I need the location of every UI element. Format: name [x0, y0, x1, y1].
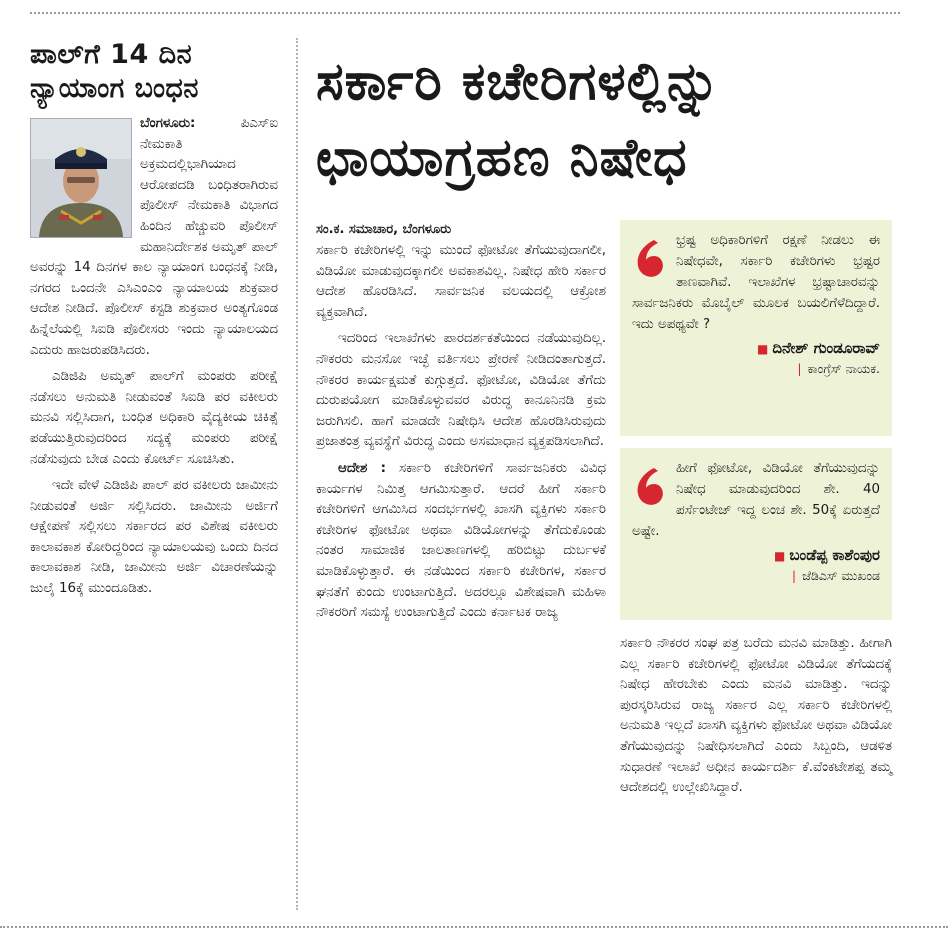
officer-portrait-icon: [31, 119, 131, 237]
main-headline-line2: ಛಾಯಾಗ್ರಹಣ ನಿಷೇಧ: [316, 128, 688, 188]
main-para-3: [316, 459, 606, 624]
main-para-2: ಇದರಿಂದ ಇಲಾಖೆಗಳು ಪಾರದರ್ಶಕತೆಯಿಂದ ನಡೆಯುವುದಿಲ್ಲ. ನೌಕರರು ಮನಸೋ ಇಚ್ಛೆ ವರ್ತಿಸಲು ಪ್ರೇರಣೆ ನೀಡಿದಂತಾಗುತ್ತದೆ. ನೌಕರರ ಕಾರ್ಯಕ್ಷಮತೆ ಕುಗ್ಗುತ್ತದೆ. ಫೋಟೋ, ವಿಡಿಯೋ ತೆಗೆದು ದುರುಪಯೋಗ ಮಾಡಿಕೊಳ್ಳುವವರ ವಿರುದ್ಧ ಕಾನೂನಿನಡಿ ಕ್ರಮ ಜರುಗಿಸಲಿ. ಹಾಗೆ ಮಾಡದೇ ನಿಷೇಧಿಸಿ ಆದೇಶ ಹೊರಡಿಸಿರುವುದು ಪ್ರಜಾತಂತ್ರ ವ್ಯವಸ್ಥೆಗೆ ವಿರುದ್ಧ ಎಂದು ಅಸಮಾಧಾನ ವ್ಯಕ್ತಪಡಿಸಲಾಗಿದೆ.: [316, 331, 606, 450]
quote-mark-icon: [632, 464, 670, 508]
quote-2-speaker-name: ಬಂಡೆಪ್ಪ ಕಾಶೆಂಪುರ: [789, 546, 880, 564]
side-article-headline: [30, 38, 278, 106]
main-headline: [316, 44, 916, 196]
officer-portrait: [30, 118, 132, 238]
order-label: ಆದೇಶ :: [338, 460, 386, 476]
top-dotted-rule: [30, 12, 900, 14]
side-article-para-1: [30, 114, 278, 361]
quote-box-1: [620, 220, 892, 436]
column-divider: [296, 38, 298, 910]
quote-box-2: [620, 448, 892, 620]
side-headline-line1: ಪಾಲ್‌ಗೆ 14 ದಿನ: [30, 39, 193, 70]
continuation-para: ಸರ್ಕಾರಿ ನೌಕರರ ಸಂಘ ಪತ್ರ ಬರೆದು ಮನವಿ ಮಾಡಿತ್ತು. ಹೀಗಾಗಿ ಎಲ್ಲ ಸರ್ಕಾರಿ ಕಚೇರಿಗಳಲ್ಲಿ ಫೋಟೋ ವಿಡಿಯೋ ತೆಗೆಯದಕ್ಕೆ ನಿಷೇಧ ಹೇರಬೇಕು ಎಂದು ಮನವಿ ಮಾಡಿತ್ತು. ಇದನ್ನು ಪುರಸ್ಕರಿಸಿರುವ ರಾಜ್ಯ ಸರ್ಕಾರ ಎಲ್ಲ ಸರ್ಕಾರಿ ಕಚೇರಿಗಳಲ್ಲಿ ಅನುಮತಿ ಇಲ್ಲದೆ ಖಾಸಗಿ ವ್ಯಕ್ತಿಗಳು ಫೋಟೋ ಅಥವಾ ವಿಡಿಯೋ ತೆಗೆಯುವುದನ್ನು ನಿಷೇಧಿಸಲಾಗಿದೆ ಎಂದು ಸಿಬ್ಬಂದಿ, ಆಡಳಿತ ಸುಧಾರಣೆ ಇಲಾಖೆ ಅಧೀನ ಕಾರ್ಯದರ್ಶಿ ಕೆ.ವೆಂಕಟೇಶಪ್ಪ ತಮ್ಮ ಆದೇಶದಲ್ಲಿ ಉಲ್ಲೇಖಿಸಿದ್ದಾರೆ.: [620, 636, 892, 796]
quote-2-role: [632, 568, 880, 584]
quote-1-attribution: [632, 339, 880, 377]
side-article-para-3: ಇದೇ ವೇಳೆ ಎಡಿಜಿಪಿ ಪಾಲ್ ಪರ ವಕೀಲರು ಜಾಮೀನು ನೀಡುವಂತೆ ಅರ್ಜಿ ಸಲ್ಲಿಸಿದರು. ಜಾಮೀನು ಅರ್ಜಿಗೆ ಆಕ್ಷೇಪಣೆ ಸಲ್ಲಿಸಲು ಸರ್ಕಾರದ ಪರ ವಿಶೇಷ ವಕೀಲರು ಕಾಲಾವಕಾಶ ಕೋರಿದ್ದರಿಂದ ನ್ಯಾಯಾಲಯವು ಒಂದು ದಿನದ ಕಾಲಾವಕಾಶ ನೀಡಿ, ಜಾಮೀನು ಅರ್ಜಿ ವಿಚಾರಣೆಯನ್ನು ಜುಲೈ 16ಕ್ಕೆ ಮುಂದೂಡಿತು.: [30, 478, 278, 597]
main-para-1: ಸರ್ಕಾರಿ ಕಚೇರಿಗಳಲ್ಲಿ ಇನ್ನು ಮುಂದೆ ಫೋಟೋ ತೆಗೆಯುವುದಾಗಲೀ, ವಿಡಿಯೋ ಮಾಡುವುದಕ್ಕಾಗಲೀ ಅವಕಾಶವಿಲ್ಲ. ನಿಷೇಧ ಹೇರಿ ಸರ್ಕಾರ ಆದೇಶ ಹೊರಡಿಸಿದೆ. ಸಾರ್ವಜನಿಕ ವಲಯದಲ್ಲಿ ಆಕ್ರೋಶ ವ್ಯಕ್ತವಾಗಿದೆ.: [316, 243, 606, 320]
main-headline-line1: ಸರ್ಕಾರಿ ಕಚೇರಿಗಳಲ್ಲಿನ್ನು: [316, 52, 721, 112]
quote-mark-icon: [632, 236, 670, 280]
side-para-1-text: ಪಿಎಸ್‌ಐ ನೇಮಕಾತಿ ಅಕ್ರಮದಲ್ಲಿಭಾಗಿಯಾದ ಆರೋಪದಡಿ ಬಂಧಿತರಾಗಿರುವ ಪೊಲೀಸ್ ನೇಮಕಾತಿ ವಿಭಾಗದ ಹಿಂದಿನ ಹೆಚ್ಚುವರಿ ಪೊಲೀಸ್ ಮಹಾನಿರ್ದೇಶಕ ಅಮೃತ್ ಪಾಲ್ ಅವರನ್ನು 14 ದಿನಗಳ ಕಾಲ ನ್ಯಾಯಾಂಗ ಬಂಧನಕ್ಕೆ ನೀಡಿ, ನಗರದ ಒಂದನೇ ಎಸಿಎಂಎಂ ನ್ಯಾಯಾಲಯ ಶುಕ್ರವಾರ ಆದೇಶ ನೀಡಿದೆ. ಪೊಲೀಸ್ ಕಸ್ಟಡಿ ಶುಕ್ರವಾರ ಅಂತ್ಯಗೊಂಡ ಹಿನ್ನೆಲೆಯಲ್ಲಿ ಸಿಐಡಿ ಪೊಲೀಸರು ಇಂದು ನ್ಯಾಯಾಲಯದ ಎದುರು ಹಾಜರುಪಡಿಸಿದರು.: [30, 116, 278, 358]
bullet-icon: ■: [757, 342, 769, 356]
quote-2-text: ಹೀಗೆ ಫೋಟೋ, ವಿಡಿಯೋ ತೆಗೆಯುವುದನ್ನು ನಿಷೇಧ ಮಾಡುವುದರಿಂದ ಶೇ. 40 ಪರ್ಸೆಂಟೇಜ್ ಇದ್ದ ಲಂಚ ಶೇ. 50ಕ್ಕೆ ಏರುತ್ತದೆ ಅಷ್ಟೇ.: [632, 461, 880, 539]
quote-1-role-text: ಕಾಂಗ್ರೆಸ್ ನಾಯಕ.: [807, 361, 880, 376]
dateline: ಬೆಂಗಳೂರು:: [140, 116, 196, 131]
quote-1-role: [632, 361, 880, 377]
side-headline-line2: ನ್ಯಾಯಾಂಗ ಬಂಧನ: [30, 73, 199, 104]
byline: ಸಂ.ಕ. ಸಮಾಚಾರ, ಬೆಂಗಳೂರು: [316, 222, 452, 237]
main-para-3-text: ಸರ್ಕಾರಿ ಕಚೇರಿಗಳಿಗೆ ಸಾರ್ವಜನಿಕರು ವಿವಿಧ ಕಾರ್ಯಗಳ ನಿಮಿತ್ತ ಆಗಮಿಸುತ್ತಾರೆ. ಆದರೆ ಹೀಗೆ ಸರ್ಕಾರಿ ಕಚೇರಿಗಳಿಗೆ ಆಗಮಿಸಿದ ಸಂದರ್ಭಗಳಲ್ಲಿ ಖಾಸಗಿ ವ್ಯಕ್ತಿಗಳು ಸರ್ಕಾರಿ ಕಚೇರಿಗಳ ಫೋಟೋ ಅಥವಾ ವಿಡಿಯೋಗಳನ್ನು ತೆಗೆದುಕೊಂಡು ನಂತರ ಸಾಮಾಜಿಕ ಜಾಲತಾಣಗಳಲ್ಲಿ ಹರಿಬಿಟ್ಟು ದುರ್ಬಳಕೆ ಮಾಡಿಕೊಳ್ಳುತ್ತಾರೆ. ಈ ನಡೆಯಿಂದ ಸರ್ಕಾರಿ ಕಚೇರಿಗಳ, ಸರ್ಕಾರ ಘನತೆಗೆ ಕುಂದು ಉಂಟಾಗುತ್ತಿದೆ. ಅದರಲ್ಲೂ ವಿಶೇಷವಾಗಿ ಮಹಿಳಾ ನೌಕರರಿಗೆ ಸಮಸ್ಯೆ ಉಂಟಾಗುತ್ತಿದೆ ಎಂದು ಕರ್ನಾಟಕ ರಾಜ್ಯ: [316, 460, 606, 621]
divider-bar-icon: |: [797, 361, 802, 376]
quote-1-speaker-name: ದಿನೇಶ್ ಗುಂಡೂರಾವ್: [772, 339, 880, 357]
divider-bar-icon: |: [791, 568, 797, 583]
main-article-continuation: [620, 634, 892, 799]
quote-2-speaker: [632, 546, 880, 564]
side-article: [30, 38, 278, 600]
quote-2-attribution: [632, 546, 880, 584]
bullet-icon: ■: [774, 549, 786, 563]
side-article-para-2: ಎಡಿಜಿಪಿ ಅಮೃತ್ ಪಾಲ್‌ಗೆ ಮಂಪರು ಪರೀಕ್ಷೆ ನಡೆಸಲು ಅನುಮತಿ ನೀಡುವಂತೆ ಸಿಐಡಿ ಪರ ವಕೀಲರು ಮನವಿ ಸಲ್ಲಿಸಿದಾಗ, ಬಂಧಿತ ಅಧಿಕಾರಿ ವೈದ್ಯಕೀಯ ಚಿಕಿತ್ಸೆ ಪಡೆಯುತ್ತಿರುವುದರಿಂದ ಸದ್ಯಕ್ಕೆ ಮಂಪರು ಪರೀಕ್ಷೆ ನಡೆಸುವುದು ಬೇಡ ಎಂದು ಕೋರ್ಟ್ ಸೂಚಿಸಿತು.: [30, 369, 278, 467]
main-article-body: [316, 222, 606, 624]
quote-1-speaker: [632, 339, 880, 357]
quote-1-text: ಭ್ರಷ್ಟ ಅಧಿಕಾರಿಗಳಿಗೆ ರಕ್ಷಣೆ ನೀಡಲು ಈ ನಿಷೇಧವೇ, ಸರ್ಕಾರಿ ಕಚೇರಿಗಳು ಭ್ರಷ್ಟರ ತಾಣವಾಗಿವೆ. ಇಲಾಖೆಗಳ ಭ್ರಷ್ಟಾಚಾರವನ್ನು ಸಾರ್ವಜನಿಕರು ಮೊಬೈಲ್ ಮೂಲಕ ಬಯಲಿಗೆಳೆದಿದ್ದಾರೆ. ಇದು ಅಪಥ್ಯವೇ ?: [632, 233, 880, 332]
bottom-dotted-rule: [0, 926, 948, 928]
quote-2-role-text: ಜೆಡಿಎಸ್ ಮುಖಂಡ: [802, 568, 880, 583]
